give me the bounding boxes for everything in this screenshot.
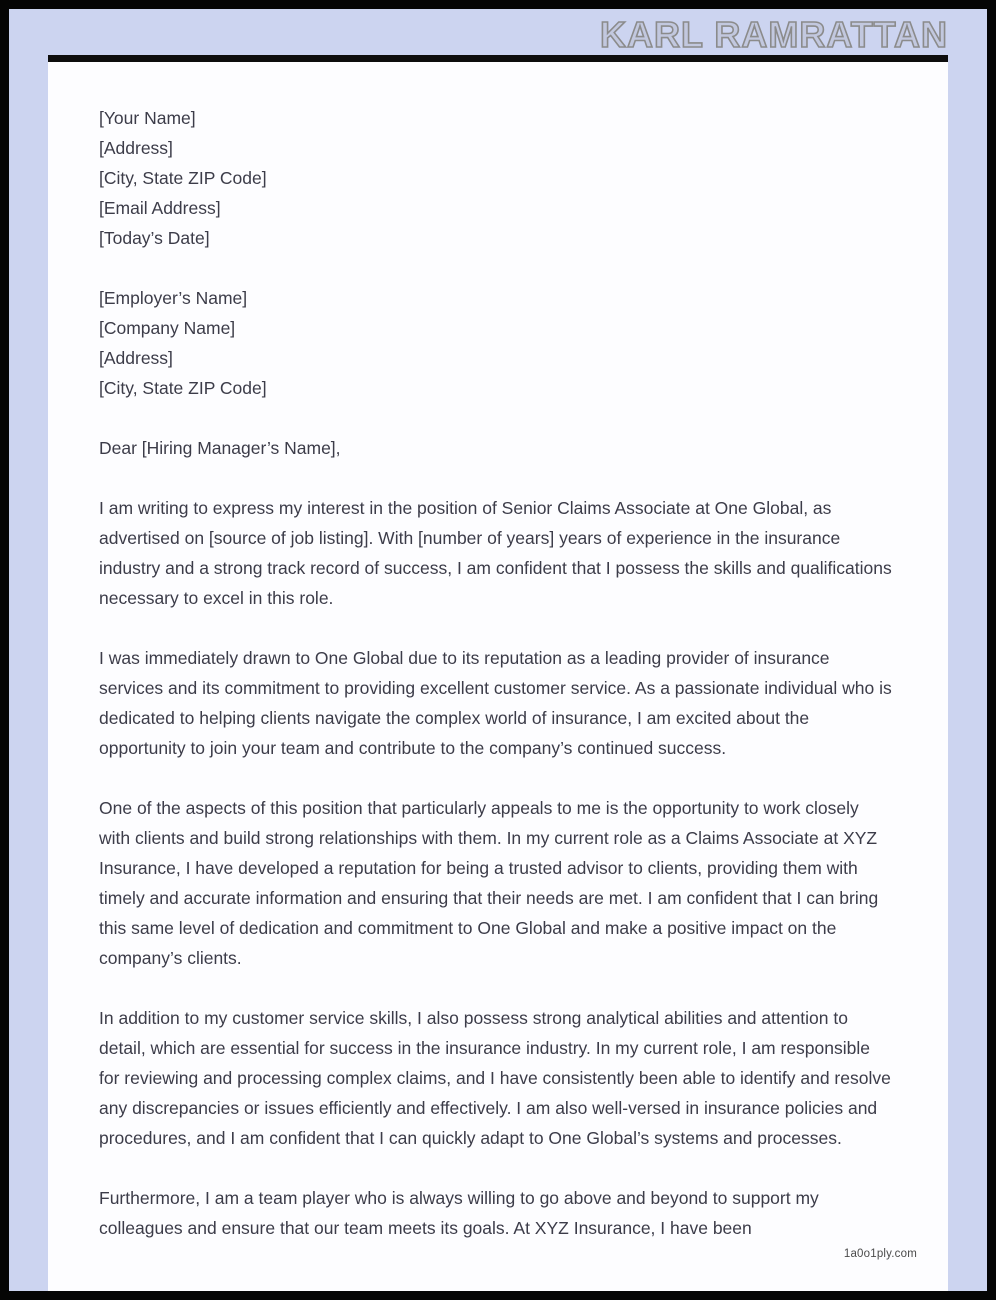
- page-top-bar: [48, 55, 948, 62]
- sender-line: [Your Name]: [99, 108, 196, 128]
- paragraph: One of the aspects of this position that particularly appeals to me is the opportunity to work closely with clients and build strong relationships with them. In my current role as a Claims Associate at XYZ Insurance, I have developed a reputation for being a trusted advisor to clients, providing them with timely and accurate information and ensuring that their needs are met. I am confident that I can bring this same level of dedication and commitment to One Global and make a positive impact on the company’s clients.: [99, 798, 879, 968]
- sender-block: [99, 103, 893, 253]
- paragraph: I am writing to express my interest in the position of Senior Claims Associate at One Global, as advertised on [source of job listing]. With [number of years] years of experience in the insurance industry and a strong track record of success, I am confident that I possess the skills and qualifications necessary to excel in this role.: [99, 498, 892, 608]
- paragraph: Furthermore, I am a team player who is always willing to go above and beyond to support my colleagues and ensure that our team meets its goals. At XYZ Insurance, I have been: [99, 1188, 819, 1238]
- recipient-line: [City, State ZIP Code]: [99, 378, 267, 398]
- salutation: Dear [Hiring Manager’s Name],: [99, 438, 341, 458]
- paragraph: In addition to my customer service skills, I also possess strong analytical abilities and attention to detail, which are essential for success in the insurance industry. In my current role, I am responsible for reviewing and processing complex claims, and I have consistently been able to identify and resolve any discrepancies or issues efficiently and effectively. I am also well-versed in insurance policies and procedures, and I am confident that I can quickly adapt to One Global’s systems and processes.: [99, 1008, 891, 1148]
- header: [9, 9, 987, 55]
- recipient-line: [Address]: [99, 348, 173, 368]
- watermark-url: 1a0o1ply.com: [843, 1248, 917, 1260]
- sender-line: [Email Address]: [99, 198, 221, 218]
- recipient-line: [Employer’s Name]: [99, 288, 248, 308]
- letter-content: [48, 62, 948, 1243]
- paragraph: I was immediately drawn to One Global due to its reputation as a leading provider of insurance services and its commitment to providing excellent customer service. As a passionate individual who is dedicated to helping clients navigate the complex world of insurance, I am excited about the opportunity to join your team and contribute to the company’s continued success.: [99, 648, 892, 758]
- letter-page: [48, 55, 948, 1300]
- sender-line: [City, State ZIP Code]: [99, 168, 267, 188]
- recipient-line: [Company Name]: [99, 318, 236, 338]
- recipient-block: [99, 283, 893, 403]
- header-name: KARL RAMRATTAN: [600, 14, 948, 55]
- sender-line: [Address]: [99, 138, 173, 158]
- sender-line: [Today’s Date]: [99, 228, 210, 248]
